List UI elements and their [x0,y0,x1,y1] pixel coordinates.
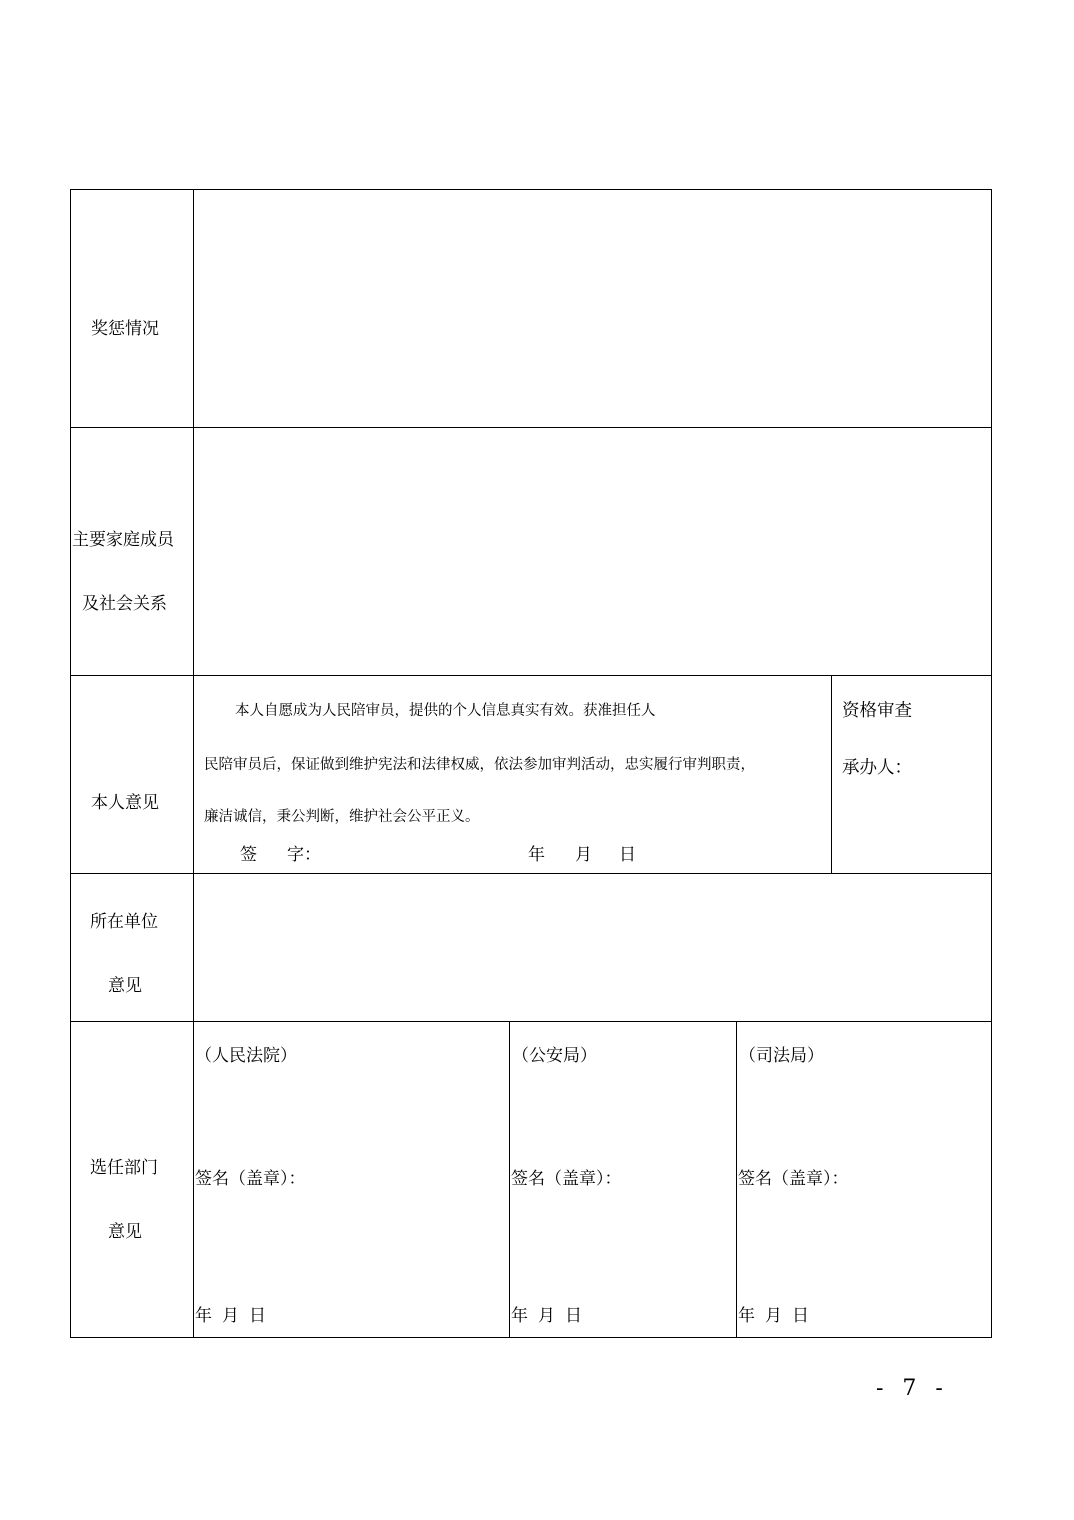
family-label-line2: 及社会关系 [82,594,167,614]
police-signature-label: 签名（盖章）： [511,1169,622,1189]
justice-column-title: （司法局） [739,1046,824,1066]
signature-label-2: 字： [287,845,321,865]
court-column-title: （人民法院） [195,1046,297,1066]
police-column-title: （公安局） [512,1046,597,1066]
date-day-label: 日 [619,845,636,865]
row-divider [70,1021,992,1022]
unit-opinion-field[interactable] [194,874,991,1021]
police-date-month: 月 [538,1306,555,1326]
statement-line-2: 民陪审员后，保证做到维护宪法和法律权威，依法参加审判活动，忠实履行审判职责， [204,757,755,773]
personal-opinion-label: 本人意见 [91,793,159,813]
review-column-divider [831,675,832,873]
statement-line-3: 廉洁诚信，秉公判断，维护社会公平正义。 [204,809,480,825]
unit-opinion-label-line2: 意见 [108,976,142,996]
police-date-day: 日 [565,1306,582,1326]
department-column-divider [736,1021,737,1338]
rewards-label: 奖惩情况 [91,319,159,339]
row-divider [70,675,992,676]
department-column-divider [509,1021,510,1338]
court-signature-label: 签名（盖章）： [195,1169,306,1189]
court-date-month: 月 [222,1306,239,1326]
page-number: - 7 - [876,1376,949,1401]
signature-field[interactable] [320,842,510,868]
police-date-year: 年 [511,1306,528,1326]
justice-date-year: 年 [738,1306,755,1326]
signature-label-1: 签 [240,845,257,865]
date-year-label: 年 [528,845,545,865]
justice-date-day: 日 [792,1306,809,1326]
department-opinion-label-line2: 意见 [108,1222,142,1242]
justice-date-month: 月 [765,1306,782,1326]
statement-line-1: 本人自愿成为人民陪审员，提供的个人信息真实有效。获准担任人 [235,703,656,719]
justice-signature-label: 签名（盖章）： [738,1169,849,1189]
family-label-line1: 主要家庭成员 [72,530,174,550]
court-date-day: 日 [249,1306,266,1326]
family-field[interactable] [194,428,991,675]
unit-opinion-label-line1: 所在单位 [90,912,158,932]
court-date-year: 年 [195,1306,212,1326]
department-opinion-label-line1: 选任部门 [90,1158,158,1178]
qualification-review-title: 资格审查 [842,701,912,721]
rewards-field[interactable] [194,190,991,427]
date-month-label: 月 [575,845,592,865]
review-handler-label: 承办人： [842,758,912,778]
